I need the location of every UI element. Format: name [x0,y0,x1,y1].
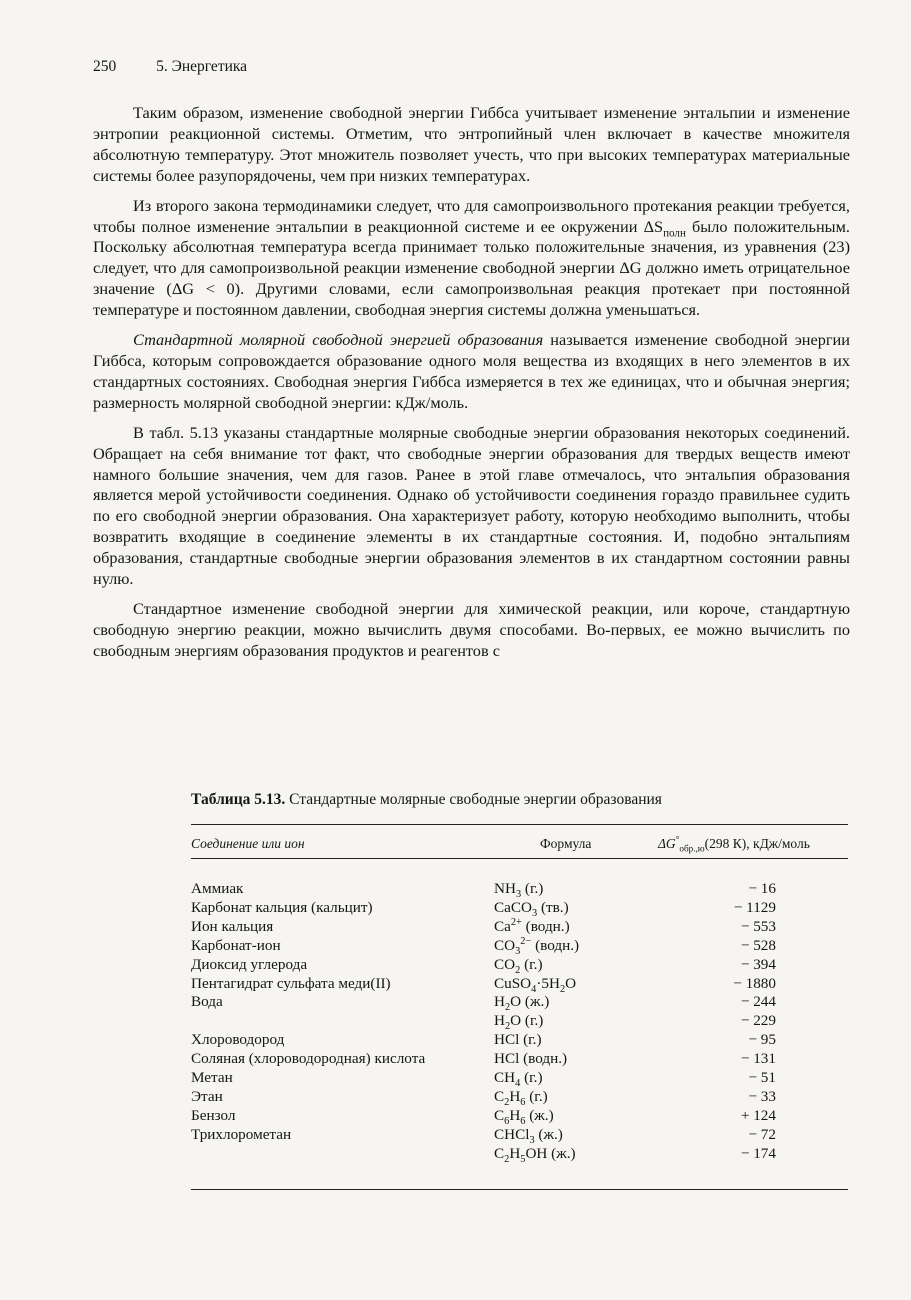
table-row [191,1088,848,1107]
table-row [191,918,848,937]
free-energy-value: − 528 [740,936,776,954]
compound-name: Ион кальция [191,917,274,935]
compound-formula: CaCO$_3$ (тв.) [494,898,569,919]
delta-s-subscript: полн [663,226,686,239]
compound-formula: HCl (г.) [494,1031,542,1049]
free-energy-value: − 229 [740,1012,776,1030]
compound-name: Метан [191,1069,233,1087]
column-header-formula: Формула [540,836,592,851]
free-energy-value: − 244 [740,993,776,1011]
compound-name: Карбонат кальция (кальцит) [191,898,373,916]
standard-state-mark: ° [675,834,680,845]
table-row [191,899,848,918]
compound-name [191,1012,461,1031]
table-row [191,1145,848,1164]
paragraph-4: В табл. 5.13 указаны стандартные молярные свободные энергии образования некоторых соединений. Обращает на себя внимание тот факт, что свободные энергии образования для твердых веществ имеют намного большие значения, чем для газов. Ранее в этой главе отмечалось, что энтальпия образования является мерой устойчивости соединения. Однако об устойчивости соединения гораздо правильнее судить по его свободной энергии образования. Она характеризует работу, которую необходимо выполнить, чтобы возвратить входящие в соединение элементы в их стандартные состояния. И, подобно энтальпиям образования, стандартные свободные энергии образования элементов в их стандартном состоянии равны нулю. [93,422,850,589]
compound-name: Трихлорометан [191,1125,292,1143]
table-row [191,1107,848,1126]
free-energy-value: − 394 [740,955,776,973]
compound-name: Пентагидрат сульфата меди(II) [191,974,391,992]
compound-formula: $C_2H_6$ (г.) [494,1087,548,1108]
delta-g-symbol: ΔG [658,836,676,851]
free-energy-value: − 51 [748,1069,776,1087]
compound-formula: $C_6H_6$ (ж.) [494,1106,554,1127]
compound-formula: $CuSO_4\cdot 5H_2O$ [494,974,577,995]
compound-name: Диоксид углерода [191,955,308,973]
page-number: 250 [93,58,117,75]
paragraph-2-part-b: было положительным. Поскольку абсолютная температура всегда принимает только положительные значения, из уравнения (23) следует, что для самопроизвольной реакции изменение свободной энергии ΔG должно иметь отрицательное значение (ΔG < 0). Другими словами, если самопроизвольная реакция протекает при постоянной температуре и постоянном давлении, свободная энергия системы должна уменьшаться. [93,216,850,320]
compound-name: Бензол [191,1106,236,1124]
paragraph-3 [93,330,850,414]
table-row [191,993,848,1012]
paragraph-2-part-a: Из второго закона термодинамики следует, что для самопроизвольного протекания реакции требуется, чтобы полное изменение энтальпии в реакционной системе и ее окружении ΔS [93,195,850,236]
compound-name: Хлороводород [191,1031,285,1049]
compound-name: Этан [191,1087,223,1105]
table-body [191,880,848,1164]
table-row [191,1126,848,1145]
value-units: (298 К), кДж/моль [704,836,810,851]
paragraph-3-rest: называется изменение свободной энергии Гиббса, которым сопровождается образование одного моля вещества из входящих в него элементов в их стандартных состояниях. Свободная энергия Гиббса измеряется в тех же единицах, что и обычная энергия; размерность молярной свободной энергии: кДж/моль. [93,330,850,412]
compound-formula: $Ca^{2+}$ (водн.) [494,916,570,935]
formation-subscript: обр.,ю [679,843,705,854]
free-energy-value: − 553 [740,917,776,935]
table-row [191,975,848,994]
free-energy-value: − 72 [748,1125,776,1143]
chapter-title: 5. Энергетика [156,58,248,75]
table-row [191,1012,848,1031]
compound-formula: HCl (водн.) [494,1050,568,1068]
compound-formula: $C_2H_5OH$ (ж.) [494,1144,576,1165]
free-energy-value: − 33 [748,1087,776,1105]
free-energy-value: − 16 [748,880,776,897]
table-row [191,1050,848,1069]
compound-formula: $CO_2$ (г.) [494,955,543,976]
compound-name [191,1145,461,1164]
compound-formula: $CH_4$ (г.) [494,1069,543,1090]
paragraph-2 [93,196,850,321]
compound-name: Аммиак [191,880,244,897]
free-energy-value: − 1129 [733,898,776,916]
table-row [191,937,848,956]
free-energy-value: − 1880 [733,974,776,992]
column-header-value [658,836,810,852]
table-header-rule [191,858,848,859]
body-text [93,103,850,671]
table-row [191,1031,848,1050]
table-caption [191,791,662,809]
column-header-name: Соединение или ион [191,836,305,851]
compound-name: Соляная (хлороводородная) кислота [191,1050,426,1068]
compound-formula: $H_2O$ (ж.) [494,993,550,1014]
compound-formula: $CO_3^{2-}$ (водн.) [494,935,580,957]
compound-formula: CHCl$_3$ (ж.) [494,1125,563,1146]
table-row [191,880,848,899]
table-bottom-rule [191,1189,848,1190]
free-energy-value: − 131 [740,1050,776,1068]
compound-name: Карбонат-ион [191,936,281,954]
page-header [93,58,247,76]
free-energy-value: − 174 [740,1144,776,1162]
compound-name: Вода [191,993,223,1011]
compound-formula: $H_2O$ (г.) [494,1012,544,1033]
compound-formula: $NH_3$ (г.) [494,880,544,901]
table-top-rule [191,824,848,825]
table-caption-label: Таблица 5.13. [191,791,286,808]
definition-term: Стандартной молярной свободной энергией образования [133,330,544,350]
free-energy-value: + 124 [740,1106,776,1124]
table-row [191,1069,848,1088]
paragraph-5: Стандартное изменение свободной энергии для химической реакции, или короче, стандартную свободную энергию реакции, можно вычислить двумя способами. Во-первых, ее можно вычислить по свободным энергиям образования продуктов и реагентов с [93,598,850,660]
free-energy-value: − 95 [748,1031,776,1049]
paragraph-1: Таким образом, изменение свободной энергии Гиббса учитывает изменение энтальпии и изменение энтропии реакционной системы. Отметим, что энтропийный член включает в качестве множителя абсолютную температуру. Этот множитель позволяет учесть, что при высоких температурах материальные системы более разупорядочены, чем при низких температурах. [93,103,850,185]
table-row [191,956,848,975]
table-caption-text: Стандартные молярные свободные энергии образования [285,791,662,808]
